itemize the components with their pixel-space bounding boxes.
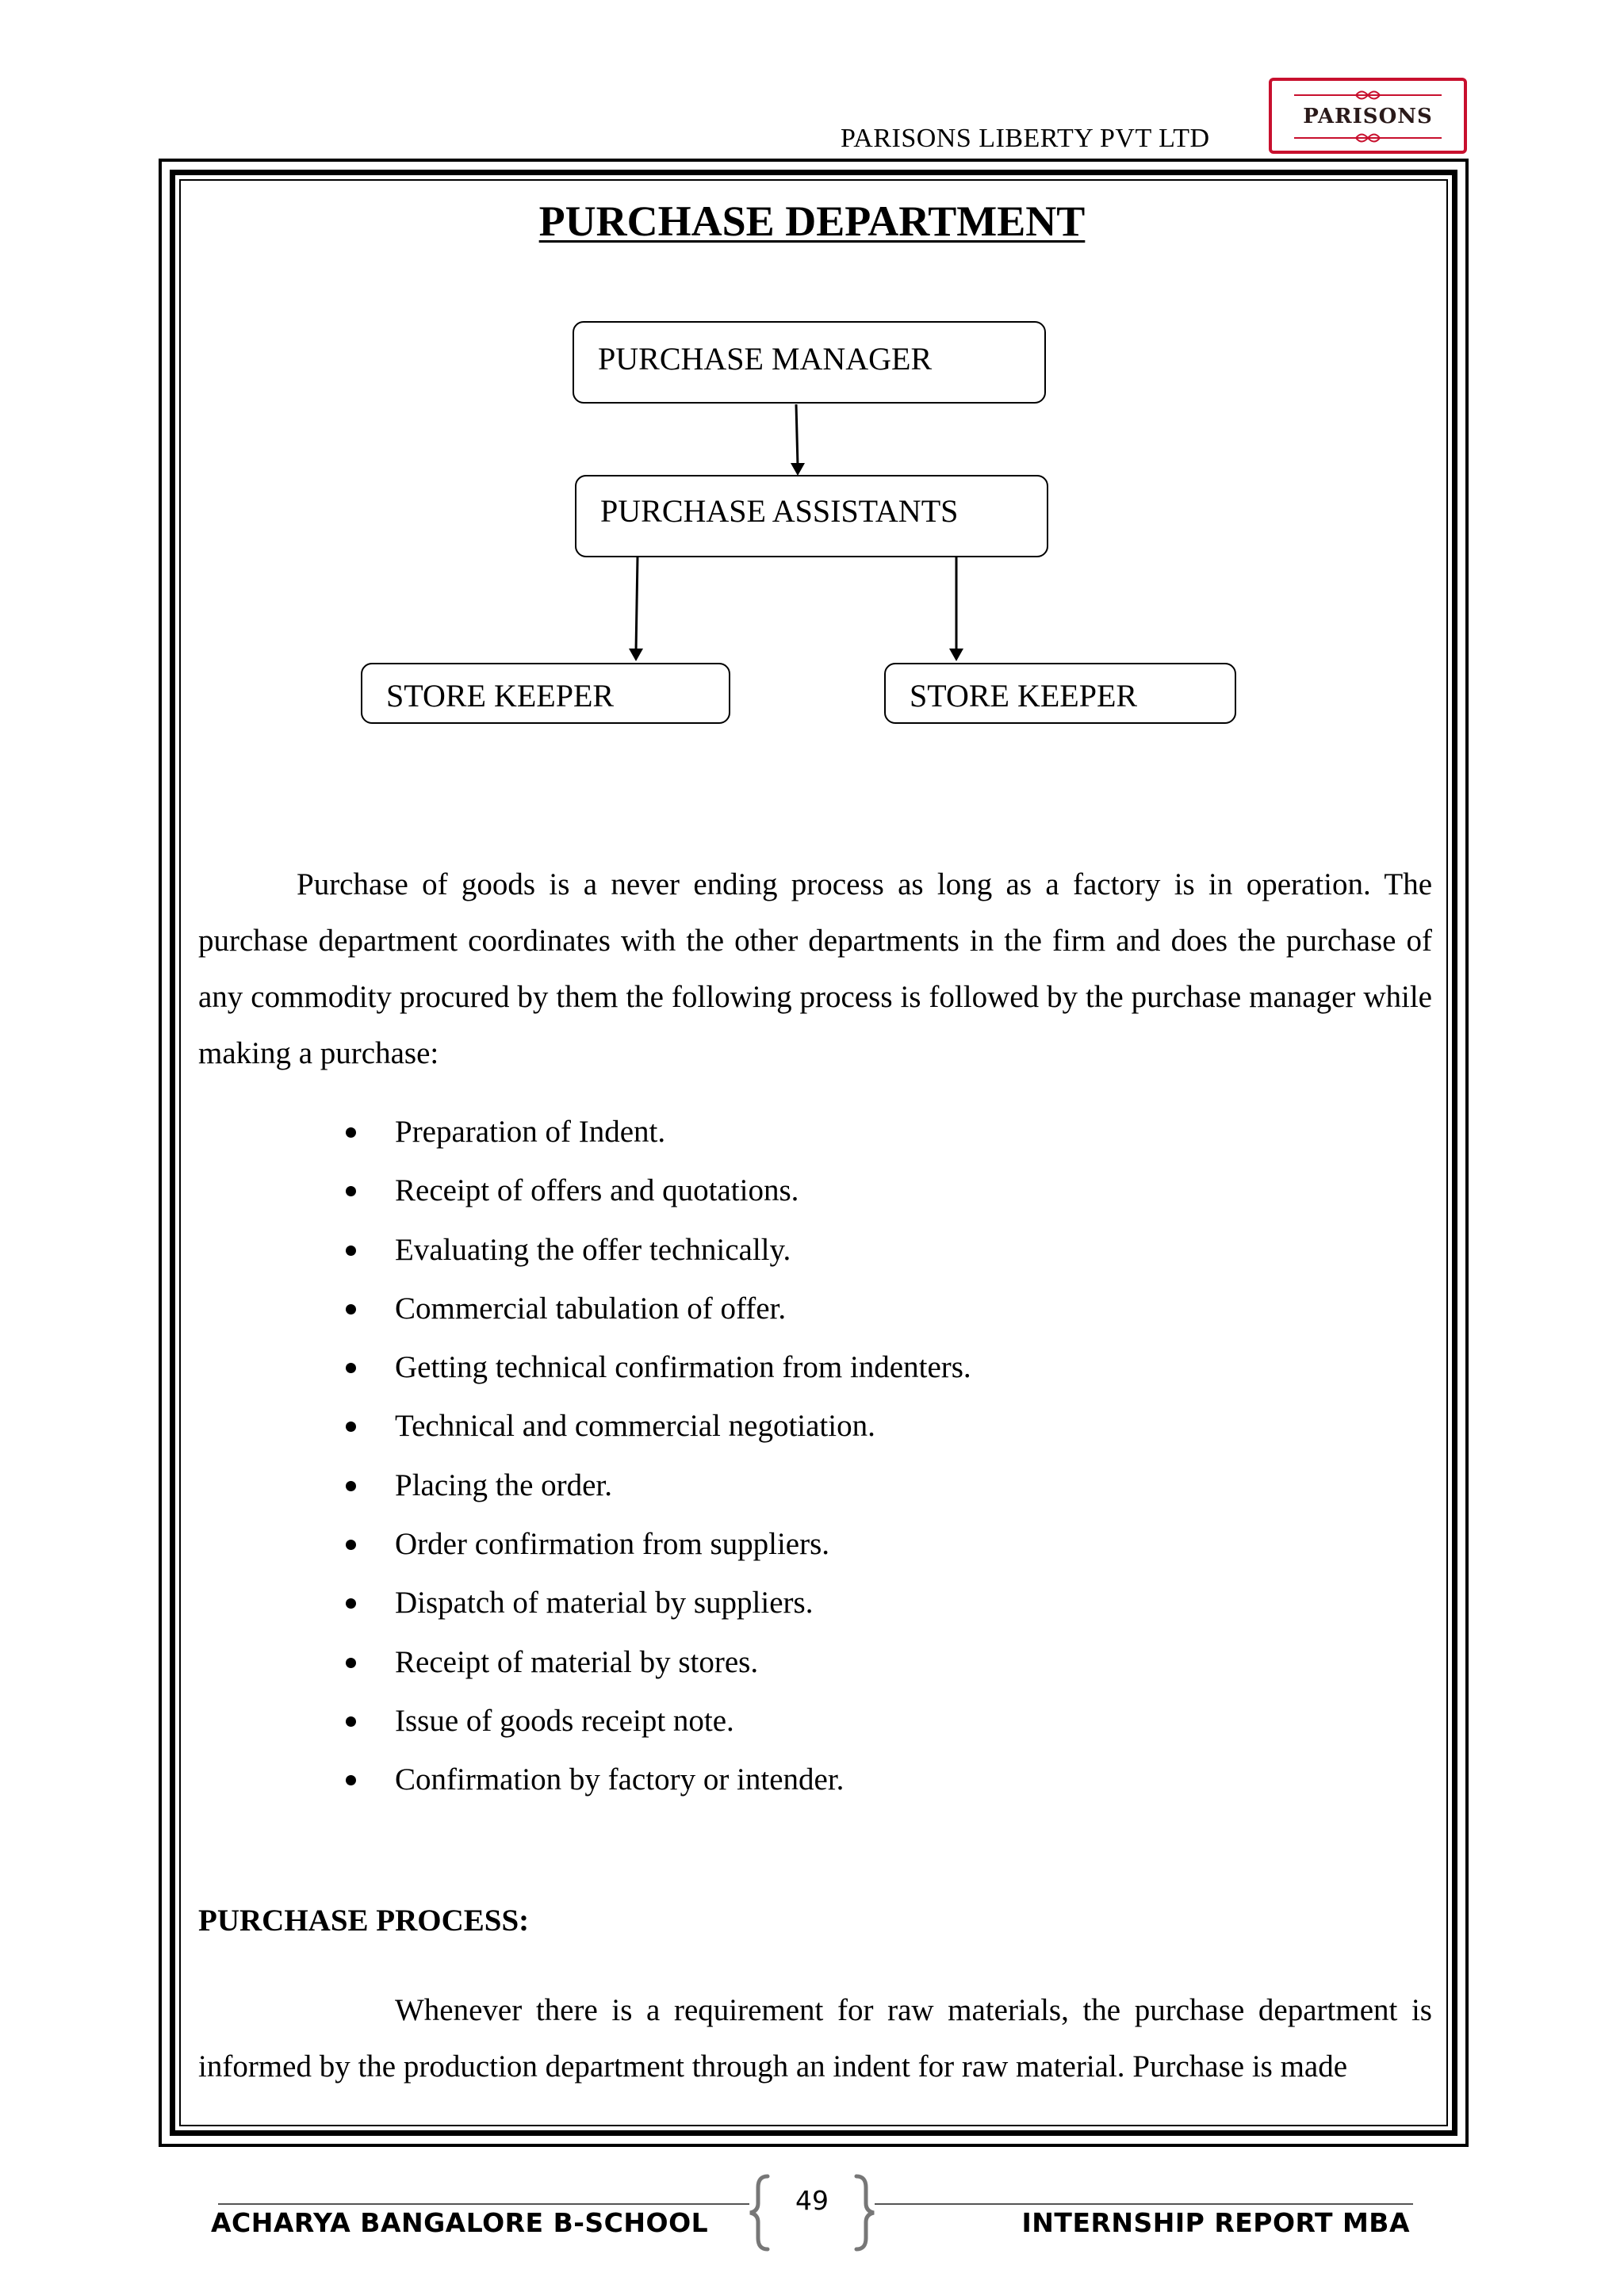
list-item: Preparation of Indent. <box>341 1108 971 1167</box>
org-box-store-keeper-left <box>361 663 730 724</box>
purchase-process-paragraph: Whenever there is a requirement for raw materials, the purchase department is informed by the production department through an indent for raw material. Purchase is made <box>198 1993 1432 2084</box>
list-item: Commercial tabulation of offer. <box>341 1285 971 1344</box>
header-company-name: PARISONS LIBERTY PVT LTD <box>841 124 1210 153</box>
bullet-icon <box>346 1481 356 1491</box>
list-item: Order confirmation from suppliers. <box>341 1521 971 1579</box>
arrow-assistants-to-store-keeper-left <box>636 557 638 652</box>
bullet-icon <box>346 1775 356 1785</box>
list-item: Dispatch of material by suppliers. <box>341 1579 971 1638</box>
list-item: Getting technical confirmation from indenters. <box>341 1344 971 1402</box>
logo-wordmark: PARISONS <box>1303 105 1433 128</box>
org-box-purchase-assistants <box>575 475 1048 557</box>
org-label-assistants: PURCHASE ASSISTANTS <box>600 493 959 529</box>
purchase-process-heading: PURCHASE PROCESS: <box>198 1904 530 1938</box>
list-item: Receipt of material by stores. <box>341 1639 971 1697</box>
bullet-icon <box>346 1422 356 1432</box>
bullet-icon <box>346 1127 356 1138</box>
bullet-icon <box>346 1363 356 1373</box>
bullet-icon <box>346 1246 356 1256</box>
bullet-icon <box>346 1304 356 1314</box>
list-item: Receipt of offers and quotations. <box>341 1167 971 1226</box>
footer-school-name: ACHARYA BANGALORE B-SCHOOL <box>211 2207 709 2238</box>
intro-paragraph: Purchase of goods is a never ending process as long as a factory is in operation. The purchase department coordinates with the other departments in the firm and does the purchase of any commodity procured by them the following process is followed by the purchase manager while making a purchase: <box>198 867 1432 1070</box>
org-label-store-keeper-left: STORE KEEPER <box>386 678 615 714</box>
list-item: Issue of goods receipt note. <box>341 1697 971 1756</box>
org-box-store-keeper-right <box>884 663 1236 724</box>
bullet-icon <box>346 1540 356 1550</box>
org-label-store-keeper-right: STORE KEEPER <box>910 678 1138 714</box>
org-box-purchase-manager <box>573 321 1046 404</box>
page-number: 49 <box>795 2185 829 2216</box>
purchase-steps-list <box>341 1108 971 1816</box>
list-item: Placing the order. <box>341 1462 971 1521</box>
list-item: Confirmation by factory or intender. <box>341 1756 971 1815</box>
org-label-manager: PURCHASE MANAGER <box>598 341 933 377</box>
bullet-icon <box>346 1186 356 1196</box>
list-item: Technical and commercial negotiation. <box>341 1402 971 1461</box>
arrow-manager-to-assistants <box>796 404 798 466</box>
page-title: PURCHASE DEPARTMENT <box>538 197 1086 245</box>
bullet-icon <box>346 1658 356 1668</box>
list-item: Evaluating the offer technically. <box>341 1226 971 1285</box>
bullet-icon <box>346 1598 356 1609</box>
footer-report-title: INTERNSHIP REPORT MBA <box>1021 2207 1410 2238</box>
bullet-icon <box>346 1716 356 1727</box>
